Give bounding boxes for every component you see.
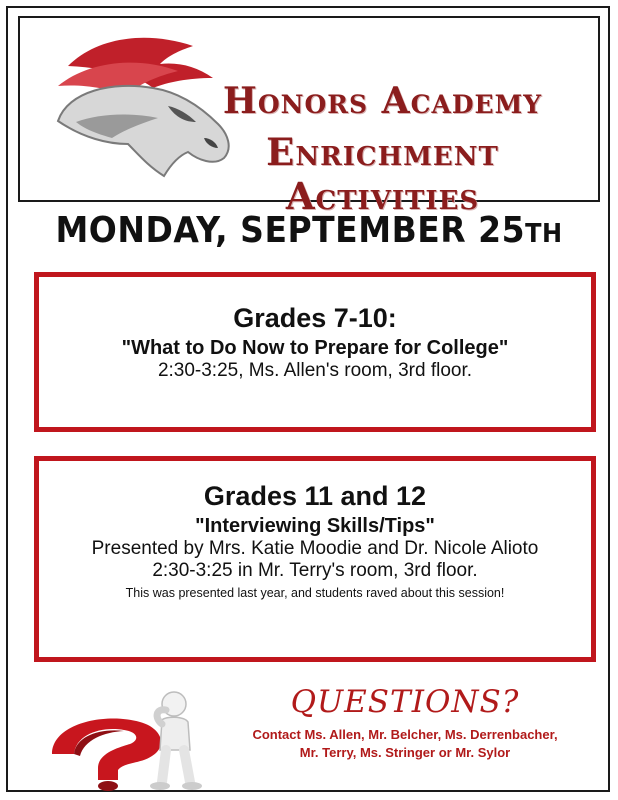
session-grades: Grades 7-10: [233, 303, 397, 333]
title-line-enrichment-activities: Enrichment Activities [266, 130, 499, 218]
session-details: 2:30-3:25 in Mr. Terry's room, 3rd floor. [152, 560, 478, 581]
title-line-honors-academy: Honors Academy [222, 80, 543, 122]
header-banner [18, 16, 600, 218]
contact-line-1: Contact Ms. Allen, Mr. Belcher, Ms. Derrenbacher, [252, 727, 558, 742]
session-title: "Interviewing Skills/Tips" [195, 515, 435, 537]
questions-heading: QUESTIONS? [290, 684, 520, 720]
session-box-grades-11-12 [34, 456, 596, 662]
session-note: This was presented last year, and students raved about this session! [125, 586, 505, 600]
session-details: 2:30-3:25, Ms. Allen's room, 3rd floor. [157, 360, 473, 381]
date-heading [0, 208, 618, 250]
date-main: MONDAY, SEPTEMBER 25 [55, 208, 526, 251]
date-suffix: TH [525, 218, 563, 249]
contact-line-2: Mr. Terry, Ms. Stringer or Mr. Sylor [299, 745, 511, 760]
session-box-grades-7-10 [34, 272, 596, 432]
session-presenters: Presented by Mrs. Katie Moodie and Dr. Nicole Alioto [91, 538, 539, 559]
question-mark-figure-icon [44, 684, 214, 792]
session-title: "What to Do Now to Prepare for College" [121, 337, 509, 359]
session-grades: Grades 11 and 12 [203, 481, 427, 511]
contact-info [212, 726, 598, 762]
